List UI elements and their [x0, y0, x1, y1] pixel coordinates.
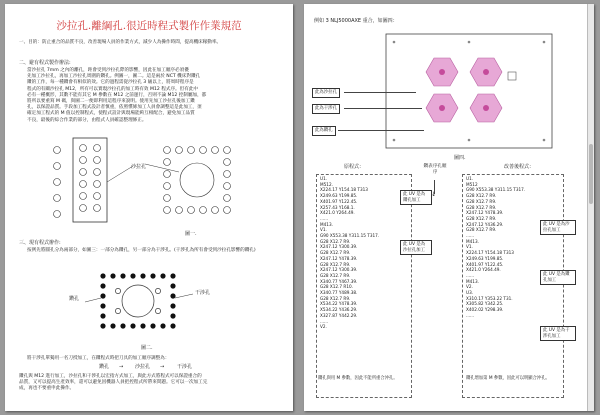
code-line: X257.43 Y168.1.: [320, 204, 355, 210]
code-line: U3.: [466, 290, 474, 296]
figure-2-drawing: [85, 268, 215, 340]
code-line: V2.: [466, 284, 473, 290]
code-line: G28 X12.7 R9.: [466, 198, 497, 204]
left-note-drill: 此 UV 是為鑽孔加工: [400, 190, 432, 205]
method-line: 必有一種概形，其數不能有其它 M 參數在 M12 之前運行，否則不論 M12 控制屬加，都: [27, 92, 207, 98]
order-line: 將干涉孔單獨用一名刀授加工，在鑽程式時把刀具的加工順序調整為：: [27, 356, 170, 361]
middle-column-heading: 鑽表序孔順序: [423, 164, 447, 176]
fig2-label-drill: 鑽孔: [69, 296, 80, 302]
conclusion-paragraph: [19, 374, 285, 393]
code-line: M413.: [466, 278, 479, 284]
fig4-leader-3: [338, 130, 424, 131]
code-line: X534.22 Y478.39.: [320, 301, 358, 307]
code-line: X305.82 Y342.25.: [466, 301, 504, 307]
code-line: G28 X12.7 R9.: [320, 295, 351, 301]
order-arrow-1: →: [119, 364, 124, 370]
method-line: 不良，最後的綜合作業的部分，由程式人員確認整理修正。: [27, 117, 147, 123]
code-line: M512: [466, 181, 478, 187]
code-line: V1.: [320, 227, 327, 233]
code-line: V2.: [320, 324, 327, 330]
code-line: X249.63 Y199.85.: [320, 193, 358, 199]
method-line: 鑽的工作，每一種鑽會有相似的效。它的過程需從沙拉孔 3 級以上，將周時程序是: [27, 80, 194, 86]
method-line: 程式的有關沙拉孔 M12，所有可以實現沙拉孔的加工時有效 M12 程式序。但有此中: [27, 86, 199, 92]
figure-4-drawing: [384, 32, 554, 150]
section-current-heading: 三、現有程式辦作:: [19, 240, 61, 246]
order-step-3: 干涉孔: [177, 364, 193, 370]
section-method-heading: 二、避有程式製作辦法:: [19, 60, 71, 66]
code-line: G28 X12.7 R9.: [466, 227, 497, 233]
code-line: G28 X12.7 R9.: [320, 272, 351, 278]
fig4-label-drill: 此為鑽孔: [312, 126, 336, 136]
code-line: G90 X553.38 Y311.15 T317.: [466, 187, 526, 193]
code-line: M512.: [320, 181, 333, 187]
code-line: ......: [466, 233, 474, 239]
method-line: 確定加工程式的 M 值以控制程式，使程式設計與現場能夠互相配合，避免加工品質: [27, 111, 195, 117]
fig2-label-interference: 干涉孔: [195, 290, 211, 296]
code-line: X224.17 Y154.18 T313: [320, 187, 368, 193]
vertical-scrollbar[interactable]: [587, 4, 594, 411]
code-line: X247.12 Y478.39.: [466, 210, 504, 216]
right-note-drill: 此 UV 是為鑽孔加工: [540, 270, 576, 285]
order-step-2: 沙拉孔: [135, 364, 151, 370]
code-line: X249.63 Y199.85.: [466, 255, 504, 261]
code-line: G28 X12.7 R10.: [320, 284, 353, 290]
code-line: X401.97 Y122.45.: [320, 198, 358, 204]
code-line: G28 X12.7 R9.: [466, 215, 497, 221]
code-line: X340.77 Y489.38.: [320, 290, 358, 296]
method-line: 先加工沙拉孔，再加工沙拉孔周圍的鑽孔。例圖一，圖二。這是兩於 NCT 機床對鑽孔: [27, 74, 201, 80]
conclusion-line: 成，再也不要重申此操作。: [19, 386, 75, 392]
code-line: V1.: [466, 244, 473, 250]
left-bottom-note: 鑽孔與用 M 參數，因此不能所重合沖孔。: [318, 376, 398, 381]
code-line: G28 X12.7 R9.: [320, 238, 351, 244]
code-line: G28 X12.7 R9.: [320, 250, 351, 256]
code-line: G28 X12.7 R9.: [466, 193, 497, 199]
code-line: M413.: [466, 238, 479, 244]
fig1-caption: 圖一.: [185, 231, 197, 237]
code-line: X247.12 Y478.39.: [320, 255, 358, 261]
code-line: M413.: [320, 221, 333, 227]
fig4-leader-1: [344, 92, 416, 93]
left-note-salakong: 此 UV 是為沙拉孔加工: [400, 240, 432, 255]
fig4-caption: 圖四.: [454, 155, 466, 161]
code-line: U1.: [320, 176, 328, 181]
code-line: X421.0 Y264.49.: [320, 210, 355, 216]
left-column-heading: 原程式：: [344, 164, 365, 170]
code-line: G90 X553.38 Y311.15 T317.: [320, 233, 380, 239]
document-page-1: [5, 4, 293, 411]
fig4-label-interference: 此為干涉孔: [312, 104, 340, 114]
code-line: X534.22 Y436.29.: [320, 307, 358, 313]
scrollbar-thumb[interactable]: [589, 144, 593, 204]
code-line: X224.17 Y154.18 T313: [466, 250, 514, 256]
fig4-label-salakong: 此為沙拉孔: [312, 88, 340, 98]
right-bottom-note: 鑽孔增加第 M 參數，因此可以明顯合沖孔。: [466, 376, 550, 381]
code-line: ......: [466, 312, 474, 318]
figure-1-drawing: [33, 136, 263, 226]
code-line: X247.12 Y300.39.: [320, 267, 358, 273]
order-arrow-2: →: [160, 364, 165, 370]
code-line: G28 X12.7 R9.: [466, 204, 497, 210]
code-line: X421.0 Y264.49.: [466, 267, 501, 273]
code-line: G28 X12.7 R9.: [320, 261, 351, 267]
current-paragraph: 按例先將圓孔分為兩部分，如圖三：一部分為鑽孔，另一部分為干涉孔。(干涉孔為所有會受到沙拉孔影響的鑽孔): [27, 248, 256, 253]
conclusion-line: 鑽孔與 M12 進行加工，沙拉孔和干涉孔以宏指方式加工，與此方式將程式可以保證重合的: [19, 374, 202, 379]
document-title: 沙拉孔.離綱孔.很近時程式製作作業規范: [56, 20, 242, 32]
page2-header: 例如 3 NLJ5000AXE 重合，如圖四：: [314, 18, 398, 24]
fig2-caption: 圖二.: [141, 345, 153, 351]
code-line: ......: [466, 272, 474, 278]
order-step-1: 鑽孔: [99, 364, 110, 370]
code-line: X310.17 Y353.22 T31.: [466, 295, 513, 301]
code-line: X340.77 Y467.39.: [320, 278, 358, 284]
original-program-code: [320, 176, 410, 330]
code-line: X401.97 Y122.45.: [466, 261, 504, 267]
code-line: X247.12 Y436.29.: [466, 221, 504, 227]
right-column-heading: 改善後程式：: [504, 164, 535, 170]
method-line: 當沙拉孔 7mm 之內的離孔，距會受到沙拉孔際的影響，因此在加工順序必須優: [27, 68, 189, 73]
conclusion-line: 品質，又可以提高生產效率，還可以避免因機器人員把控程式所帶來問題。它可以一次加工完: [19, 380, 208, 386]
right-note-salakong: 此 UV 是為沙拉孔加工: [540, 220, 576, 235]
code-line: X402.02 Y298.39.: [466, 307, 504, 313]
code-line: ......: [320, 318, 328, 324]
code-line: X247.12 Y300.39.: [320, 244, 358, 250]
fig4-leader-2: [344, 108, 422, 109]
code-line: U1.: [466, 176, 474, 181]
section-purpose: 一、目的：防止重合的品質不良，改善現場人員的作業方式，減少人為操作時間，提高機床稼動率。: [19, 40, 222, 45]
document-page-2: [304, 4, 594, 411]
middle-arrow-icon: ↓: [431, 191, 437, 198]
right-note-interference: 此 UV 是為干涉孔加工: [540, 326, 576, 341]
code-line: X327.87 Y442.29.: [320, 312, 358, 318]
code-line: ......: [320, 215, 328, 221]
method-line: 孔，以保證品質。手段加工程式設計者慎重，依照慣條加工人員會調整這是此加工，須: [27, 105, 202, 111]
method-line: 將所以要重寫 M 碼，與圖二一便即利用這程序來說明。使用先加工沙拉孔後加工鑽: [27, 99, 195, 105]
method-paragraph: [27, 68, 285, 124]
fig1-label-salakong: 沙拉孔: [131, 164, 147, 170]
improved-program-code: [466, 176, 562, 319]
